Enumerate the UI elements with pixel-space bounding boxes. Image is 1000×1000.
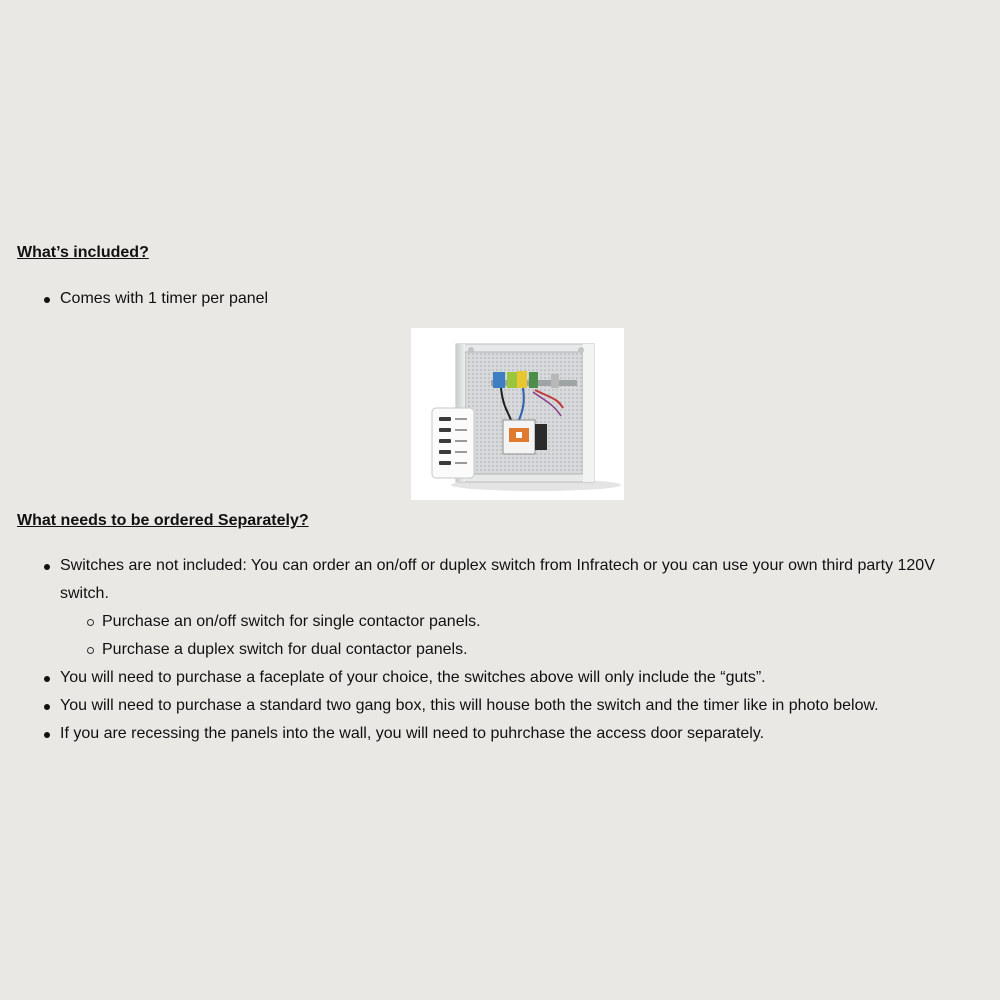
list-item: You will need to purchase a standard two gang box, this will house both the switch and the timer like in photo below. xyxy=(17,692,982,720)
electrical-panel-icon xyxy=(411,328,624,500)
section-heading-included: What’s included? xyxy=(17,244,149,261)
section-heading-separately: What needs to be ordered Separately? xyxy=(17,512,309,529)
list-item xyxy=(17,552,982,664)
separately-list xyxy=(17,552,982,748)
sub-list-item: Purchase a duplex switch for dual contactor panels. xyxy=(60,636,982,664)
list-item: Comes with 1 timer per panel xyxy=(17,285,957,313)
list-item: You will need to purchase a faceplate of your choice, the switches above will only include the “guts”. xyxy=(17,664,982,692)
list-item: If you are recessing the panels into the wall, you will need to puhrchase the access door separately. xyxy=(17,720,982,748)
product-image xyxy=(411,328,624,500)
sub-list xyxy=(60,608,982,664)
list-item-text: Switches are not included: You can order an on/off or duplex switch from Infratech or you can use your own third party 120V switch. xyxy=(60,557,935,602)
included-list xyxy=(17,285,957,313)
sub-list-item: Purchase an on/off switch for single contactor panels. xyxy=(60,608,982,636)
